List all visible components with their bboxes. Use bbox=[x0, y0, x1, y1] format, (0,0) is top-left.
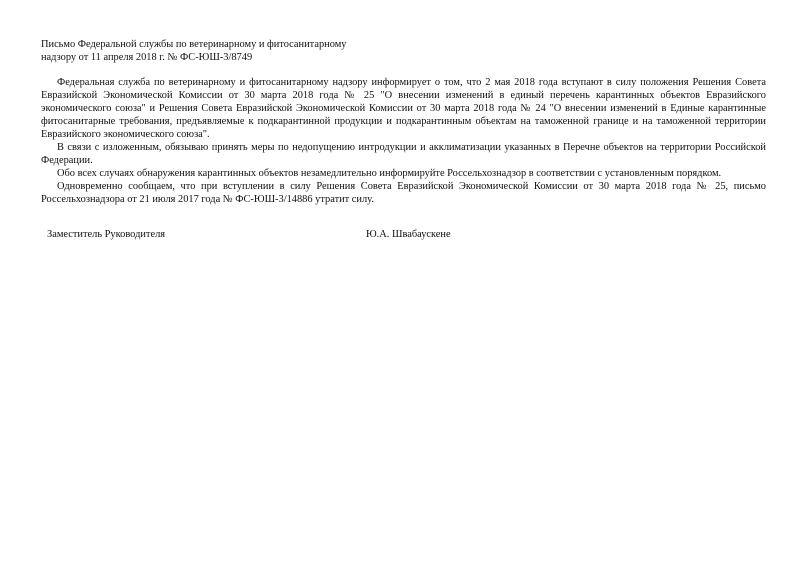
signatory-role: Заместитель Руководителя bbox=[47, 229, 166, 240]
title-line-2: надзору от 11 апреля 2018 г. № ФС-ЮШ-3/8749 bbox=[41, 52, 253, 63]
document-title bbox=[41, 38, 421, 64]
signatory-name: Ю.А. Швабаускене bbox=[366, 229, 451, 240]
paragraph-measures: В связи с изложенным, обязываю принять меры по недопущению интродукции и акклиматизации указанных в Перечне объектов на территории Российской Федерации. bbox=[41, 142, 766, 166]
title-line-1: Письмо Федеральной службы по ветеринарному и фитосанитарному bbox=[41, 39, 347, 50]
paragraph-announcement: Федеральная служба по ветеринарному и фитосанитарному надзору информирует о том, что 2 мая 2018 года вступают в силу положения Решения Совета Евразийской Экономической Комиссии от 30 марта 2018 года № 25 "О внесении изменений в единый перечень карантинных объектов Евразийского экономического союза" и Решения Совета Евразийской Экономической Комиссии от 30 марта 2018 года № 24 "О внесении изменений в Единые карантинные фитосанитарные требования, предъявляемые к подкарантинной продукции и подкарантинным объектам на таможенной границе и на таможенной территории Евразийского экономического союза". bbox=[41, 77, 766, 140]
paragraph-reporting: Обо всех случаях обнаружения карантинных объектов незамедлительно информируйте Россельхознадзор в соответствии с установленным порядком. bbox=[57, 168, 722, 179]
paragraph-revocation: Одновременно сообщаем, что при вступлении в силу Решения Совета Евразийской Экономической Комиссии от 30 марта 2018 года № 25, письмо Россельхознадзора от 21 июля 2017 года № ФС-ЮШ-3/14886 утратит силу. bbox=[41, 181, 766, 205]
document-body bbox=[41, 76, 766, 206]
